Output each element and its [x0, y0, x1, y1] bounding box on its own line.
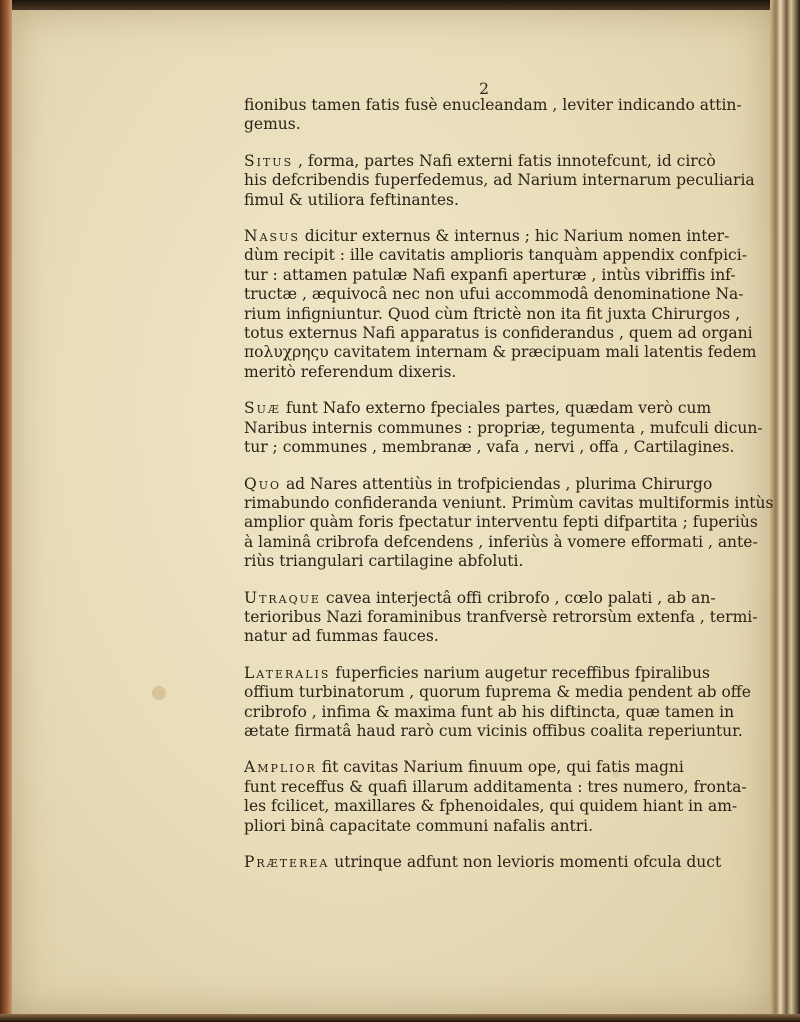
- text-line-content: fionibus tamen fatis fusè enucleandam , leviter indicando attin-: [244, 96, 742, 114]
- paragraph: [244, 758, 747, 836]
- text-line-content: fimul & utiliora feftinantes.: [244, 190, 459, 209]
- text-line: [244, 152, 714, 171]
- text-line: [244, 589, 714, 608]
- text-line: [244, 627, 714, 646]
- text-line: [244, 343, 757, 362]
- page-number: 2: [479, 80, 489, 98]
- paragraph: [244, 96, 742, 135]
- text-line-content: terioribus Nazi foraminibus tranfversè retrorsùm extenfa , termi-: [244, 607, 758, 626]
- paragraph-lead-word: Præterea: [244, 853, 330, 871]
- text-line-content: totus externus Nafi apparatus is confiderandus , quem ad organi: [244, 324, 753, 343]
- text-line-content: natur ad fummas fauces.: [244, 627, 439, 646]
- paragraph-lead-word: Utraque: [244, 588, 321, 607]
- text-line-content: offium turbinatorum , quorum fuprema & media pendent ab offe: [244, 683, 751, 702]
- paragraph: [244, 588, 758, 647]
- text-line: [244, 817, 714, 836]
- text-line: [244, 363, 714, 382]
- text-line: [244, 227, 730, 246]
- text-line-content: tur : attamen patulæ Nafi expanfi aperturæ , intùs vibriffis inf-: [244, 265, 736, 284]
- text-line-content: meritò referendum dixeris.: [244, 362, 457, 381]
- text-line: [244, 758, 714, 777]
- paragraph-list: [244, 96, 774, 872]
- text-line: [244, 552, 714, 571]
- text-line: [244, 493, 774, 513]
- text-line-content: dùm recipit : ille cavitatis amplioris tanquàm appendix confpici-: [244, 246, 747, 265]
- paragraph-lead-word: Nasus: [244, 227, 300, 246]
- paragraph: [244, 663, 751, 742]
- text-line-content: , forma, partes Nafi externi fatis innotefcunt, id circò: [298, 151, 716, 170]
- text-line: [244, 777, 747, 797]
- book-left-edge: [0, 0, 12, 1022]
- text-line: [244, 438, 735, 457]
- text-line: [244, 191, 714, 210]
- text-line-content: gemus.: [244, 115, 301, 134]
- text-line: [244, 115, 714, 134]
- text-line: [244, 797, 738, 816]
- paragraph-lead-word: Amplior: [244, 758, 317, 777]
- text-line: [244, 664, 714, 683]
- paper-stain: [152, 686, 166, 700]
- text-line-content: funt Nafo externo fpeciales partes, quædam verò cum: [285, 399, 712, 418]
- page-text: [244, 80, 774, 889]
- paragraph: [244, 474, 774, 572]
- text-line-content: tructæ , æquivocâ nec non ufui accommodâ denominatione Na-: [244, 285, 744, 304]
- book-gutter: [770, 0, 800, 1022]
- text-line: [244, 171, 755, 190]
- text-line-content: à laminâ cribrofa defcendens , inferiùs à vomere efformati , ante-: [244, 532, 758, 551]
- paragraph-lead-word: Suæ: [244, 399, 281, 418]
- text-line-content: les fcilicet, maxillares & fphenoidales, qui quidem hiant in am-: [244, 797, 738, 816]
- text-line-content: tur ; communes , membranæ , vafa , nervi , offa , Cartilagines.: [244, 438, 735, 457]
- book-bottom-edge: [0, 1014, 800, 1022]
- text-line: [244, 285, 744, 304]
- text-line-content: his defcribendis fuperfedemus, ad Narium internarum peculiaria: [244, 171, 755, 190]
- text-line-content: fit cavitas Narium finuum ope, qui fatis magni: [321, 758, 684, 777]
- text-line-content: fuperficies narium augetur receffibus fpiralibus: [335, 663, 710, 682]
- text-line: [244, 513, 758, 532]
- text-line: [244, 853, 722, 872]
- text-line: [244, 607, 758, 627]
- text-line: [244, 418, 763, 438]
- paragraph: [244, 227, 757, 382]
- text-line: [244, 532, 758, 552]
- text-line-content: cribrofo , infima & maxima funt ab his diftincta, quæ tamen in: [244, 702, 735, 721]
- book-top-edge: [0, 0, 800, 10]
- paragraph-lead-word: Situs: [244, 151, 294, 170]
- paragraph: [244, 853, 722, 872]
- paragraph-lead-word: Quo: [244, 474, 281, 493]
- text-line-content: amplior quàm foris fpectatur interventu fepti difpartita ; fuperiùs: [244, 513, 758, 532]
- paragraph: [244, 151, 755, 210]
- paragraph-lead-word: Lateralis: [244, 663, 331, 682]
- text-line-content: πολυχρηςυ cavitatem internam & præcipuam mali latentis fedem: [244, 343, 757, 362]
- text-line-content: pliori binâ capacitate communi nafalis antri.: [244, 816, 594, 835]
- text-line-content: ad Nares attentiùs in trofpiciendas , plurima Chirurgo: [285, 474, 713, 493]
- text-line-content: cavea interjectâ offi cribrofo , cœlo palati , ab an-: [325, 588, 716, 607]
- text-line: [244, 702, 735, 722]
- text-line: [244, 96, 742, 115]
- text-line-content: ætate firmatâ haud rarò cum vicinis offibus coalita reperiuntur.: [244, 721, 743, 740]
- text-line-content: rium infigniuntur. Quod cùm ftrictè non ita fit juxta Chirurgos ,: [244, 304, 741, 323]
- text-line-content: Naribus internis communes : propriæ, tegumenta , mufculi dicun-: [244, 418, 763, 437]
- text-line: [244, 475, 714, 494]
- text-line-content: utrinque adfunt non levioris momenti ofcula duct: [334, 853, 722, 871]
- text-line-content: riùs triangulari cartilagine abfoluti.: [244, 552, 524, 571]
- text-line: [244, 265, 736, 285]
- text-line: [244, 683, 751, 702]
- text-line: [244, 721, 743, 741]
- text-line-content: dicitur externus & internus ; hic Narium nomen inter-: [304, 227, 730, 246]
- text-line-content: funt receffus & quafi illarum additamenta : tres numero, fronta-: [244, 777, 747, 796]
- text-line: [244, 324, 753, 343]
- text-line: [244, 304, 741, 324]
- paragraph: [244, 399, 763, 457]
- text-line: [244, 246, 747, 265]
- text-line: [244, 399, 714, 418]
- text-line-content: rimabundo confideranda veniunt. Primùm cavitas multiformis intùs: [244, 493, 774, 512]
